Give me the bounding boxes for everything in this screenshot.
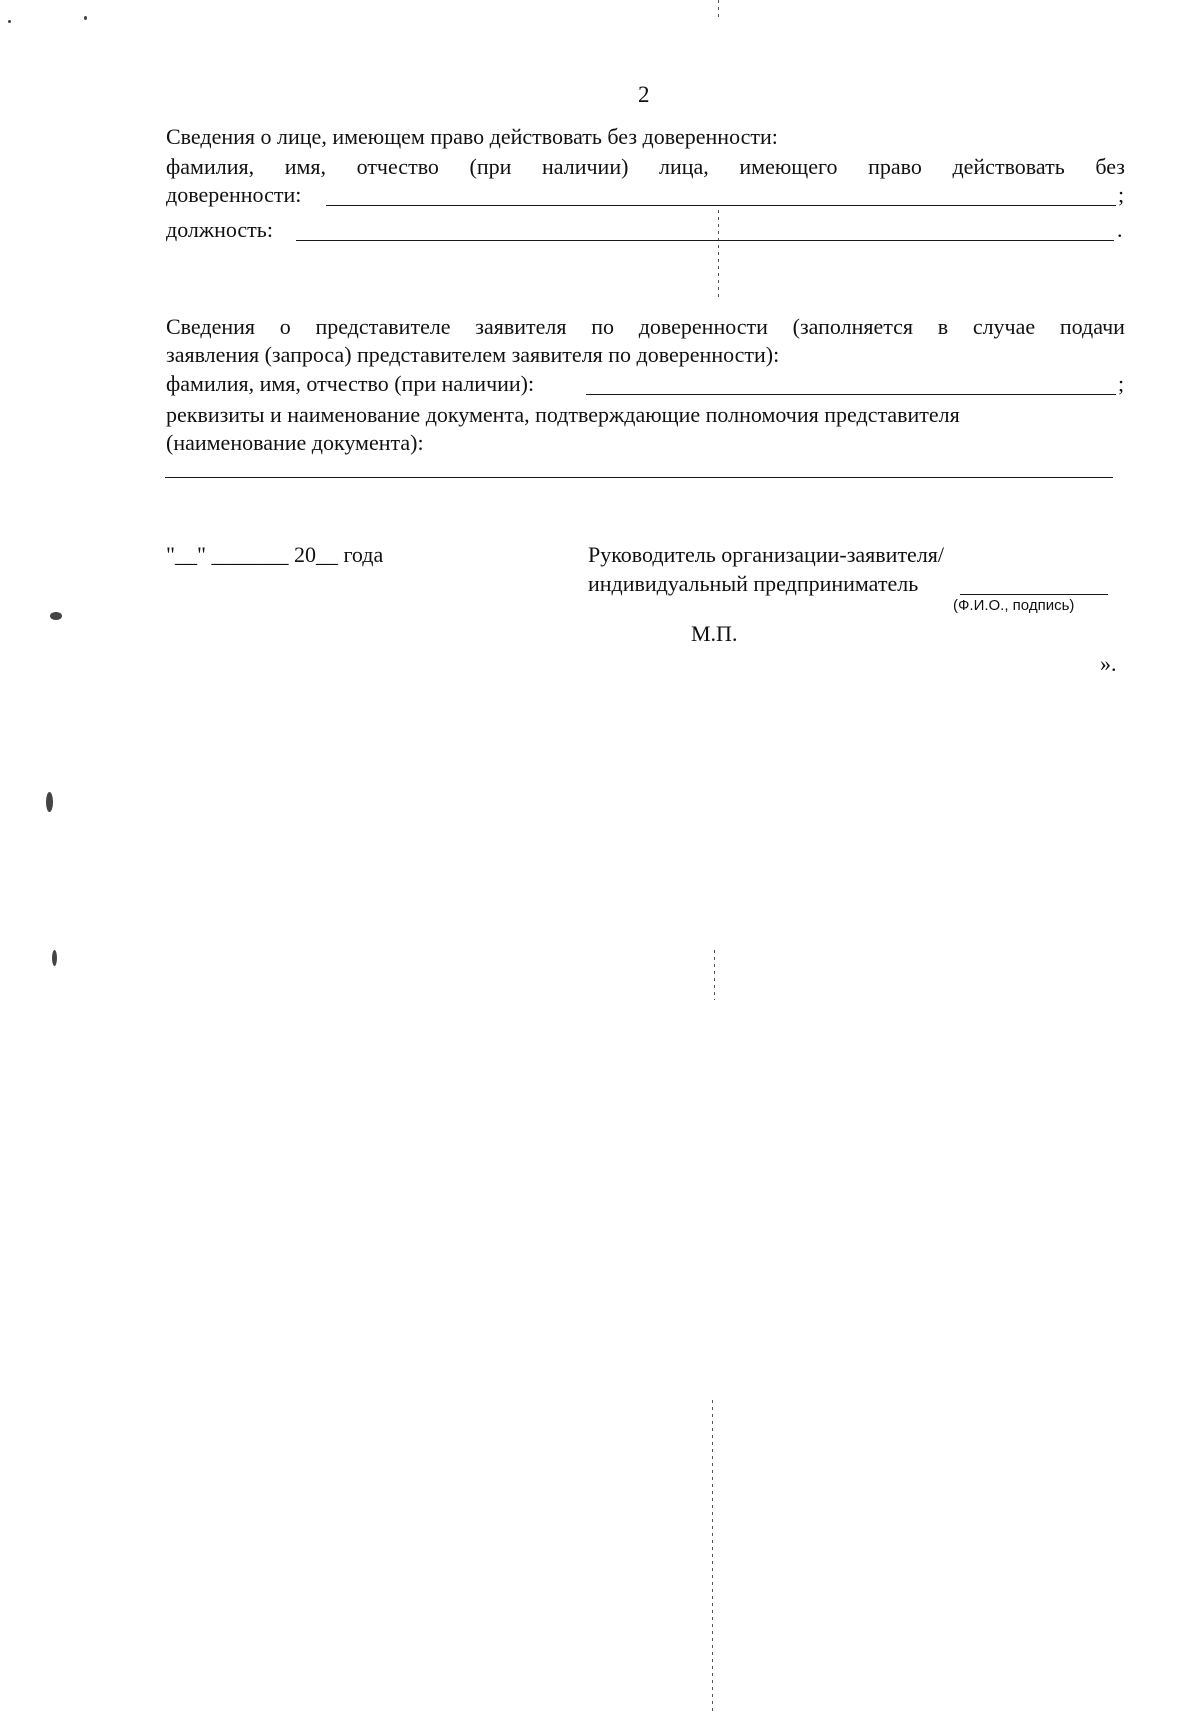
authorized-fio-end: ; <box>1118 182 1125 207</box>
authorized-fio-label-word: право <box>868 154 922 179</box>
representative-heading-word: (заполняется <box>792 314 914 339</box>
representative-heading-line2: заявления (запроса) представителем заявителя по доверенности): <box>166 342 780 367</box>
representative-heading-word: о <box>279 314 291 339</box>
representative-heading-word: Сведения <box>166 314 256 339</box>
representative-heading-word: случае <box>972 314 1036 339</box>
page-number: 2 <box>638 82 650 107</box>
signature-field[interactable] <box>960 594 1108 595</box>
representative-fio-label: фамилия, имя, отчество (при наличии): <box>166 371 535 396</box>
representative-heading-word: доверенности <box>638 314 768 339</box>
authorized-fio-label-word: фамилия, <box>166 154 255 179</box>
representative-heading-word: по <box>591 314 614 339</box>
representative-doc-label-line2: (наименование документа): <box>166 430 424 455</box>
representative-fio-end: ; <box>1118 371 1125 396</box>
scan-artifact-line <box>718 0 719 18</box>
authorized-fio-label-word: без <box>1095 154 1125 179</box>
scan-artifact-line <box>712 1400 713 1715</box>
authorized-position-end: . <box>1117 217 1123 242</box>
authorized-fio-label-word: (при <box>469 154 512 179</box>
scan-artifact-speck <box>84 16 87 20</box>
closing-quote: ». <box>1100 651 1117 676</box>
authorized-position-label: должность: <box>166 217 273 242</box>
authorized-fio-label-word: действовать <box>952 154 1065 179</box>
representative-doc-field[interactable] <box>165 477 1113 478</box>
authorized-fio-label <box>166 153 1125 181</box>
authorized-heading: Сведения о лице, имеющем право действовать без доверенности: <box>166 124 778 149</box>
head-title-line1: Руководитель организации-заявителя/ <box>588 542 945 567</box>
authorized-fio-label-word: лица, <box>659 154 709 179</box>
representative-heading-word: представителе <box>315 314 451 339</box>
representative-heading-word: заявителя <box>475 314 567 339</box>
representative-heading-word: в <box>937 314 949 339</box>
representative-heading-word: подачи <box>1059 314 1125 339</box>
scan-artifact-speck <box>52 950 57 966</box>
signature-hint: (Ф.И.О., подпись) <box>953 597 1075 614</box>
authorized-position-field[interactable] <box>296 240 1114 241</box>
authorized-fio-label-cont: доверенности: <box>166 182 302 207</box>
scan-artifact-speck <box>8 20 11 23</box>
authorized-fio-label-word: отчество <box>356 154 439 179</box>
authorized-fio-label-word: имеющего <box>739 154 838 179</box>
head-title-line2: индивидуальный предприниматель <box>588 571 919 596</box>
representative-heading-line1 <box>166 313 1125 341</box>
scan-artifact-speck <box>46 792 53 812</box>
authorized-fio-label-word: наличии) <box>542 154 629 179</box>
representative-doc-label-line1: реквизиты и наименование документа, подтверждающие полномочия представителя <box>166 402 960 427</box>
date-field[interactable]: "__" _______ 20__ года <box>166 542 384 567</box>
authorized-fio-field[interactable] <box>326 205 1116 206</box>
stamp-label: М.П. <box>691 621 738 646</box>
scan-artifact-speck <box>50 612 62 620</box>
scan-artifact-line <box>718 210 719 300</box>
representative-fio-field[interactable] <box>586 394 1116 395</box>
authorized-fio-label-word: имя, <box>284 154 327 179</box>
scan-artifact-line <box>714 950 715 1000</box>
